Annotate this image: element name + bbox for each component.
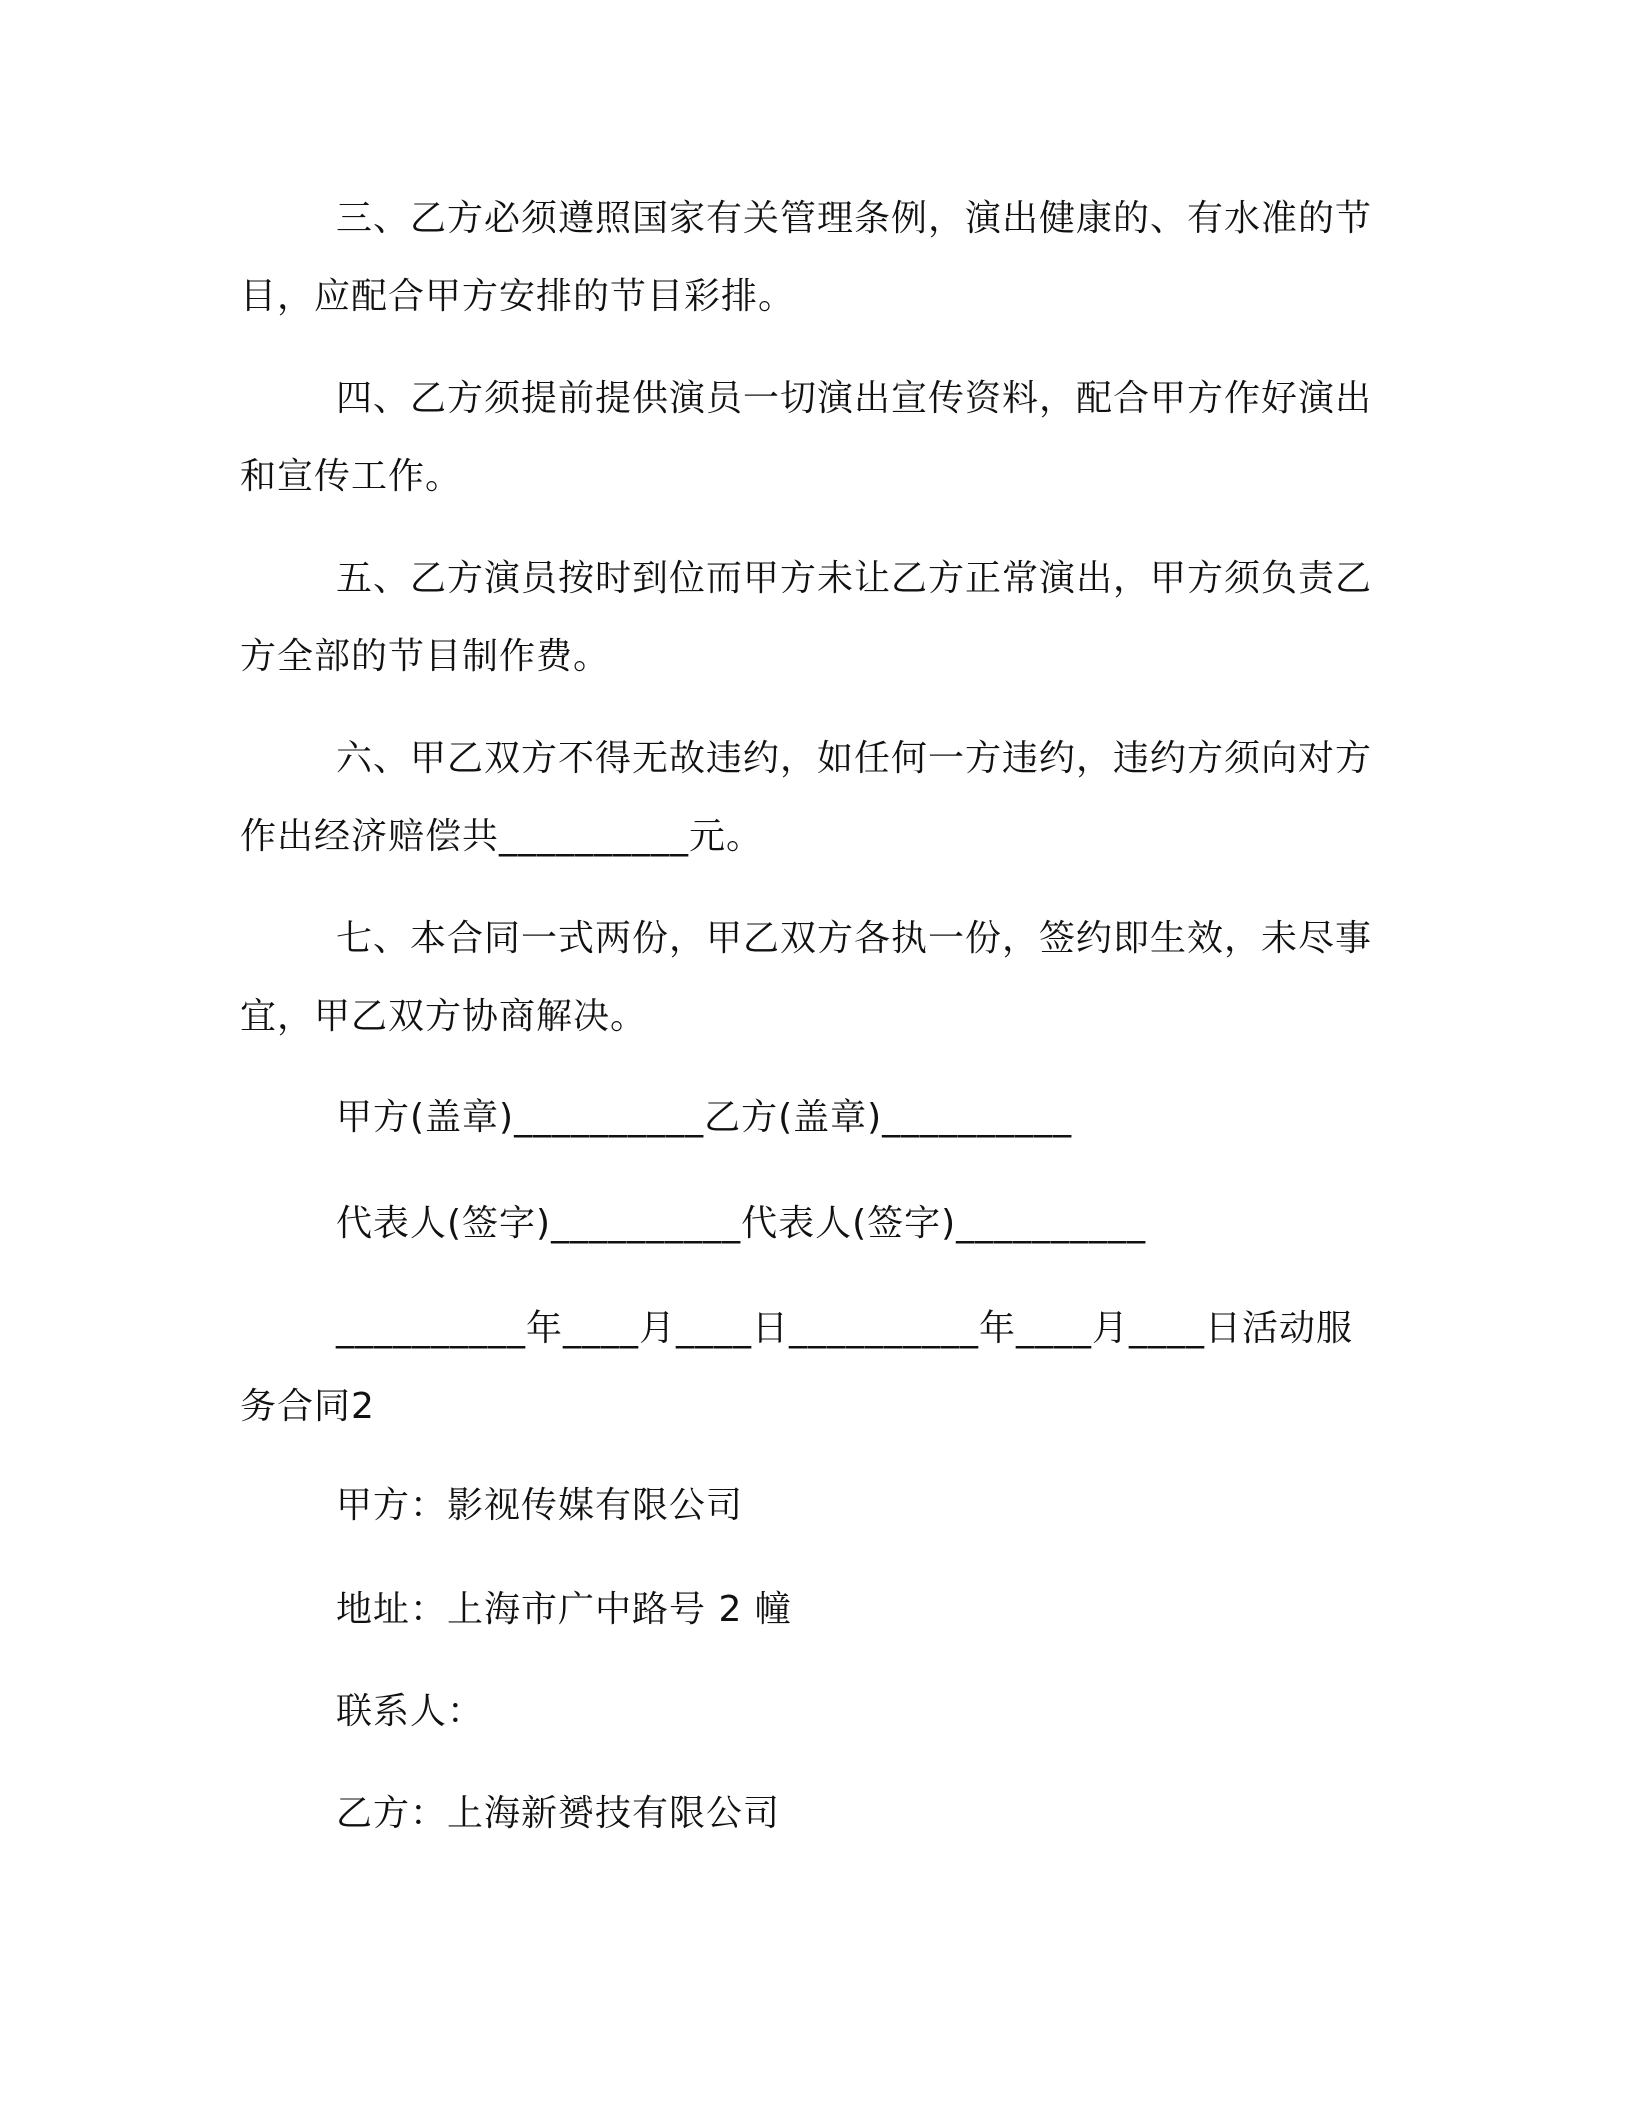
clause-five: 五、乙方演员按时到位而甲方未让乙方正常演出，甲方须负责乙方全部的节目制作费。 <box>240 558 1373 677</box>
address-line: 地址：上海市广中路号 2 幢 <box>336 1589 792 1630</box>
date-and-title-paragraph: __________年____月____日__________年____月____日活动服务合同2 <box>240 1308 1354 1427</box>
party-a-line: 甲方：影视传媒有限公司 <box>336 1485 744 1526</box>
contact-line: 联系人： <box>336 1691 485 1732</box>
clause-seven: 七、本合同一式两份，甲乙双方各执一份，签约即生效，未尽事宜，甲乙双方协商解决。 <box>240 918 1373 1037</box>
party-b-line: 乙方：上海新赟技有限公司 <box>336 1793 781 1834</box>
clause-six: 六、甲乙双方不得无故违约，如任何一方违约，违约方须向对方作出经济赔偿共__________元。 <box>240 738 1373 857</box>
signature-seal-line: 甲方(盖章)__________乙方(盖章)__________ <box>336 1097 1073 1138</box>
clause-four: 四、乙方须提前提供演员一切演出宣传资料，配合甲方作好演出和宣传工作。 <box>240 378 1373 497</box>
signature-representative-line: 代表人(签字)__________代表人(签字)__________ <box>336 1203 1147 1244</box>
clause-three: 三、乙方必须遵照国家有关管理条例，演出健康的、有水准的节目，应配合甲方安排的节目彩排。 <box>240 198 1373 317</box>
